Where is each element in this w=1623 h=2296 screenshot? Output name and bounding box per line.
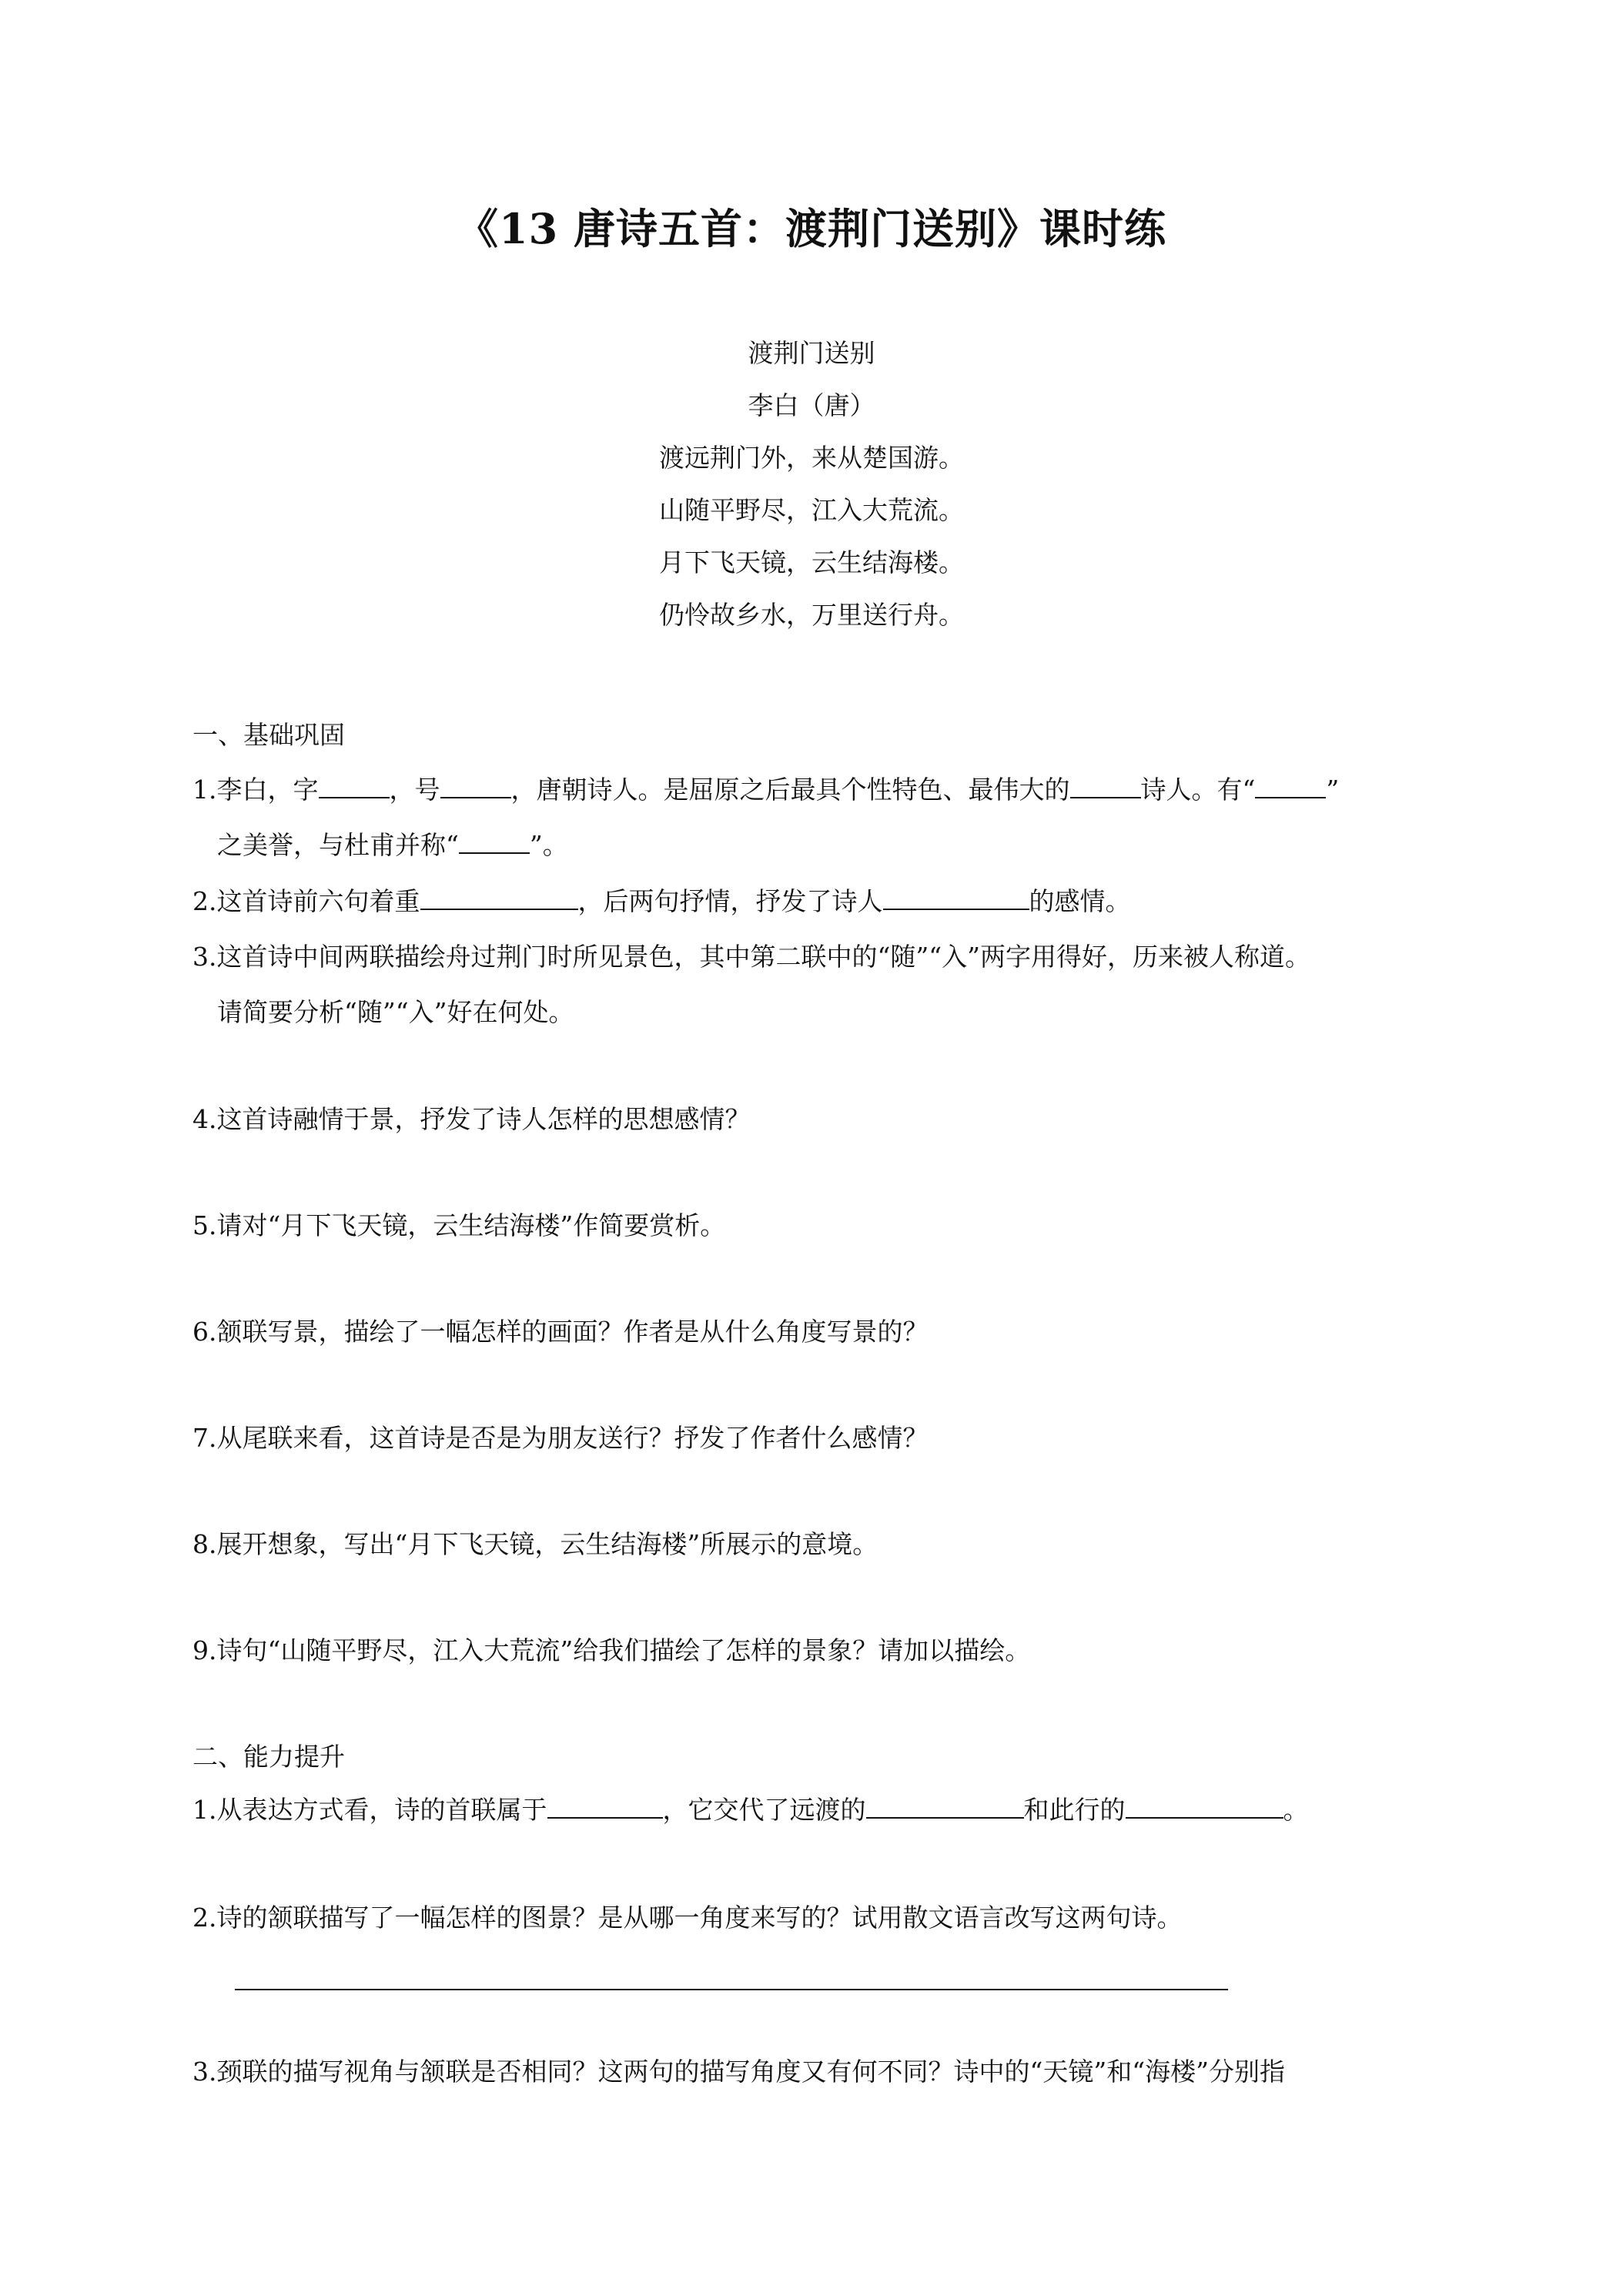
question-1-2 <box>192 874 1440 929</box>
poem-block <box>0 327 1623 641</box>
answer-line[interactable] <box>235 1989 1228 1990</box>
question-number: 2. <box>192 886 217 916</box>
question-text: 。 <box>1283 1795 1309 1825</box>
answer-blank[interactable] <box>866 1796 1024 1819</box>
question-1-4 <box>192 1092 1440 1147</box>
question-2-3 <box>192 2044 1440 2100</box>
question-number: 7. <box>192 1423 217 1453</box>
question-text: 诗的颔联描写了一幅怎样的图景？是从哪一角度来写的？试用散文语言改写这两句诗。 <box>216 1903 1183 1933</box>
question-text: 这首诗中间两联描绘舟过荆门时所见景色，其中第二联中的“随”“入”两字用得好，历来被人称道。 <box>216 942 1310 972</box>
question-number: 3. <box>192 942 217 972</box>
question-number: 1. <box>192 775 217 805</box>
question-text: 这首诗前六句着重 <box>216 886 420 916</box>
question-number: 2. <box>192 1903 217 1933</box>
question-number: 3. <box>192 2057 217 2087</box>
section-heading-basics: 一、基础巩固 <box>192 720 345 750</box>
question-text: 从尾联来看，这首诗是否是为朋友送行？抒发了作者什么感情？ <box>216 1423 929 1453</box>
question-1-5 <box>192 1198 1440 1253</box>
answer-blank[interactable] <box>420 887 578 910</box>
answer-blank[interactable] <box>1255 775 1326 798</box>
question-text: 从表达方式看，诗的首联属于 <box>216 1795 547 1825</box>
poem-line: 月下飞天镜，云生结海楼。 <box>659 547 964 577</box>
answer-blank[interactable] <box>1070 775 1141 798</box>
question-continuation <box>192 818 1440 873</box>
poem-author: 李白（唐） <box>748 390 875 420</box>
answer-blank[interactable] <box>547 1796 663 1819</box>
question-text: ，后两句抒情，抒发了诗人 <box>577 886 883 916</box>
question-1-7 <box>192 1411 1440 1466</box>
answer-blank[interactable] <box>459 831 530 854</box>
question-text: 这首诗融情于景，抒发了诗人怎样的思想感情？ <box>216 1104 751 1134</box>
question-text: ，唐朝诗人。是屈原之后最具个性特色、最伟大的 <box>510 775 1070 805</box>
question-text: 李白，字 <box>216 775 319 805</box>
question-text: 展开想象，写出“月下飞天镜，云生结海楼”所展示的意境。 <box>216 1529 878 1559</box>
question-text: 诗人。有“ <box>1140 775 1256 805</box>
poem-title: 渡荆门送别 <box>748 338 875 368</box>
question-2-1 <box>192 1782 1440 1838</box>
page-title: 《13 唐诗五首：渡荆门送别》课时练 <box>457 204 1166 253</box>
question-text: 请对“月下飞天镜，云生结海楼”作简要赏析。 <box>216 1210 726 1240</box>
question-1-3 <box>192 929 1440 1040</box>
question-text: ”。 <box>529 830 568 860</box>
question-number: 5. <box>192 1210 217 1240</box>
question-1-8 <box>192 1517 1440 1572</box>
question-1-9 <box>192 1623 1440 1678</box>
question-number: 6. <box>192 1317 217 1347</box>
poem-line: 仍怜故乡水，万里送行舟。 <box>659 600 964 630</box>
poem-line: 渡远荆门外，来从楚国游。 <box>659 443 964 473</box>
question-1-6 <box>192 1304 1440 1360</box>
question-number: 1. <box>192 1795 217 1825</box>
question-text: ，它交代了远渡的 <box>662 1795 866 1825</box>
question-text: 诗句“山随平野尽，江入大荒流”给我们描绘了怎样的景象？请加以描绘。 <box>216 1635 1031 1665</box>
question-text: 之美誉，与杜甫并称“ <box>217 830 459 860</box>
question-number: 9. <box>192 1635 217 1665</box>
question-text: 的感情。 <box>1029 886 1131 916</box>
question-continuation: 请简要分析“随”“入”好在何处。 <box>217 997 574 1027</box>
question-number: 4. <box>192 1104 217 1134</box>
question-text: ，号 <box>389 775 440 805</box>
question-text: 颔联写景，描绘了一幅怎样的画面？作者是从什么角度写景的？ <box>216 1317 929 1347</box>
answer-blank[interactable] <box>440 775 511 798</box>
answer-blank[interactable] <box>319 775 390 798</box>
answer-blank[interactable] <box>1126 1796 1283 1819</box>
section-heading-advanced: 二、能力提升 <box>192 1742 345 1772</box>
question-text: ” <box>1326 775 1340 805</box>
question-1-1 <box>192 762 1440 873</box>
answer-blank[interactable] <box>883 887 1029 910</box>
poem-line: 山随平野尽，江入大荒流。 <box>659 495 964 525</box>
question-text: 颈联的描写视角与颔联是否相同？这两句的描写角度又有何不同？诗中的“天镜”和“海楼”分别指 <box>216 2057 1285 2087</box>
question-2-2 <box>192 1890 1440 1946</box>
question-text: 和此行的 <box>1023 1795 1126 1825</box>
question-number: 8. <box>192 1529 217 1559</box>
